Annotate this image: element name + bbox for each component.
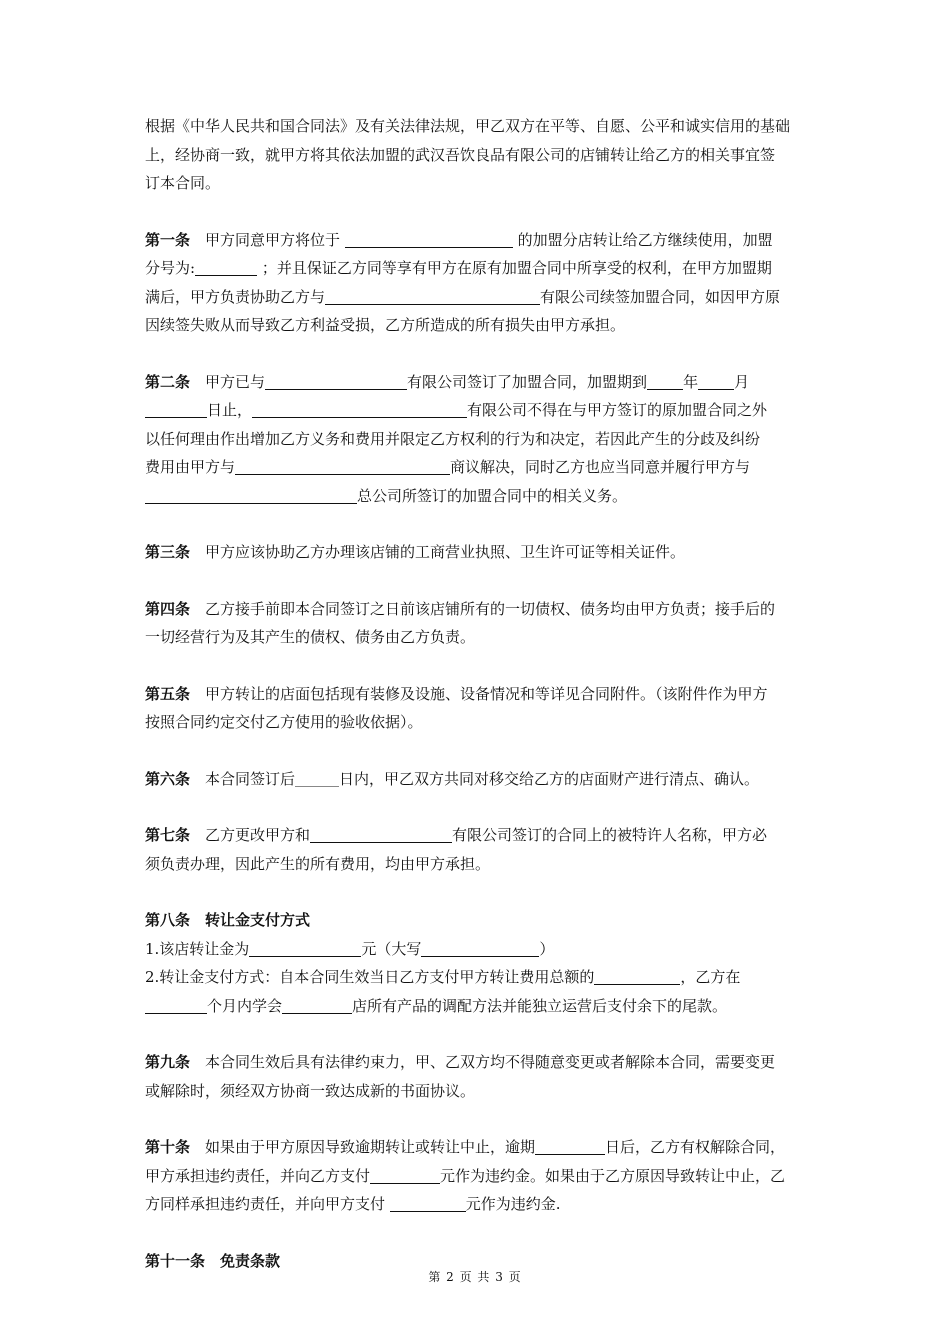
blank-field[interactable] — [145, 995, 207, 1014]
article-2 — [145, 368, 810, 511]
article-6-text: 日内，甲乙双方共同对移交给乙方的店面财产进行清点、确认。 — [339, 769, 760, 788]
preamble-line-2: 上，经协商一致，就甲方将其依法加盟的武汉吾饮良品有限公司的店铺转让给乙方的相关事宜签 — [145, 145, 776, 164]
article-7-heading: 第七条 — [145, 826, 191, 844]
blank-field[interactable] — [594, 966, 680, 985]
article-5-heading: 第五条 — [145, 684, 191, 703]
blank-field[interactable] — [235, 456, 450, 475]
blank-field[interactable] — [295, 768, 339, 787]
article-8-text: 店所有产品的调配方法并能独立运营后支付余下的尾款。 — [352, 996, 728, 1015]
blank-field[interactable] — [698, 371, 734, 390]
article-8-text: 2.转让金支付方式：自本合同生效当日乙方支付甲方转让费用总额的 — [145, 968, 595, 986]
blank-field[interactable] — [265, 371, 407, 390]
blank-field[interactable] — [195, 257, 257, 276]
article-2-text: 日止， — [207, 401, 253, 419]
blank-field[interactable] — [310, 824, 452, 843]
blank-field[interactable] — [370, 1165, 440, 1184]
article-5-text: 甲方转让的店面包括现有装修及设施、设备情况和等详见合同附件。（该附件作为甲方 — [205, 684, 768, 703]
article-2-text: 甲方已与 — [205, 372, 266, 391]
blank-field[interactable] — [145, 485, 357, 504]
article-10-text: 甲方承担违约责任，并向乙方支付 — [145, 1166, 371, 1185]
article-8-text: 个月内学会 — [207, 996, 283, 1015]
blank-field[interactable] — [647, 371, 683, 390]
article-1-heading: 第一条 — [145, 230, 191, 249]
article-8-text: ，乙方在 — [680, 968, 741, 986]
article-10-heading: 第十条 — [145, 1138, 191, 1156]
blank-field[interactable] — [535, 1136, 605, 1155]
article-5-text: 按照合同约定交付乙方使用的验收依据）。 — [145, 713, 423, 731]
article-8-text: 元（大写 — [361, 939, 422, 958]
article-10-text: 方同样承担违约责任，并向甲方支付 — [145, 1195, 386, 1213]
article-3-heading: 第三条 — [145, 543, 191, 561]
blank-field[interactable] — [345, 229, 513, 248]
article-10-text: 日后，乙方有权解除合同， — [605, 1138, 786, 1156]
article-10-text: 元作为违约金。如果由于乙方原因导致转让中止，乙 — [440, 1166, 786, 1185]
article-11-heading: 第十一条 免责条款 — [145, 1251, 281, 1270]
article-2-text: 月 — [734, 372, 750, 391]
article-1-text: 满后，甲方负责协助乙方与 — [145, 287, 326, 306]
article-2-text: 商议解决，同时乙方也应当同意并履行甲方与 — [450, 458, 751, 476]
article-10-text: 元作为违约金. — [465, 1195, 561, 1213]
article-1-text: 有限公司续签加盟合同，如因甲方原 — [540, 287, 781, 306]
article-7-text: 须负责办理，因此产生的所有费用，均由甲方承担。 — [145, 854, 491, 873]
article-4-text: 乙方接手前即本合同签订之日前该店铺所有的一切债权、债务均由甲方负责；接手后的 — [205, 599, 776, 618]
article-9 — [145, 1048, 810, 1105]
article-6-text: 本合同签订后 — [205, 769, 296, 788]
article-4 — [145, 595, 810, 652]
article-1-text: 甲方同意甲方将位于 — [205, 230, 341, 249]
preamble — [145, 112, 810, 198]
article-5 — [145, 680, 810, 737]
article-9-text: 或解除时，须经双方协商一致达成新的书面协议。 — [145, 1081, 476, 1100]
article-10-text: 如果由于甲方原因导致逾期转让或转让中止，逾期 — [205, 1138, 536, 1156]
article-8 — [145, 906, 810, 1020]
article-8-text: ） — [539, 939, 555, 958]
blank-field[interactable] — [282, 995, 352, 1014]
article-6 — [145, 765, 810, 794]
article-9-text: 本合同生效后具有法律约束力，甲、乙双方均不得随意变更或者解除本合同，需要变更 — [205, 1053, 776, 1071]
article-1 — [145, 226, 810, 340]
article-7-text: 乙方更改甲方和 — [205, 826, 311, 844]
document-body — [145, 112, 810, 1275]
blank-field[interactable] — [249, 938, 361, 957]
article-2-text: 年 — [683, 372, 699, 391]
article-2-text: 以任何理由作出增加乙方义务和费用并限定乙方权利的行为和决定，若因此产生的分歧及纠纷 — [145, 429, 761, 448]
article-2-text: 有限公司签订了加盟合同，加盟期到 — [407, 372, 648, 391]
article-8-text: 1.该店转让金为 — [145, 939, 250, 958]
blank-field[interactable] — [325, 286, 540, 305]
article-7-text: 有限公司签订的合同上的被特许人名称，甲方必 — [452, 826, 768, 844]
article-10 — [145, 1133, 810, 1219]
article-3 — [145, 538, 810, 567]
article-1-text: 分号为: — [145, 259, 196, 277]
article-3-text: 甲方应该协助乙方办理该店铺的工商营业执照、卫生许可证等相关证件。 — [205, 543, 686, 561]
article-1-text: ；并且保证乙方同等享有甲方在原有加盟合同中所享受的权利，在甲方加盟期 — [261, 259, 772, 277]
blank-field[interactable] — [145, 399, 207, 418]
page-number: 第 2 页 共 3 页 — [428, 1270, 522, 1284]
article-1-text: 的加盟分店转让给乙方继续使用，加盟 — [517, 230, 773, 249]
article-2-text: 总公司所签订的加盟合同中的相关义务。 — [357, 486, 628, 505]
preamble-line-1: 根据《中华人民共和国合同法》及有关法律法规，甲乙双方在平等、自愿、公平和诚实信用的基础 — [145, 117, 791, 135]
article-1-text: 因续签失败从而导致乙方利益受损，乙方所造成的所有损失由甲方承担。 — [145, 316, 626, 334]
article-7 — [145, 821, 810, 878]
preamble-line-3: 订本合同。 — [145, 174, 221, 192]
article-2-heading: 第二条 — [145, 372, 191, 391]
blank-field[interactable] — [421, 938, 539, 957]
article-8-heading: 第八条 转让金支付方式 — [145, 911, 311, 929]
article-2-text: 有限公司不得在与甲方签订的原加盟合同之外 — [467, 401, 768, 419]
blank-field[interactable] — [390, 1193, 466, 1212]
article-6-heading: 第六条 — [145, 769, 191, 788]
article-9-heading: 第九条 — [145, 1053, 191, 1071]
article-4-text: 一切经营行为及其产生的债权、债务由乙方负责。 — [145, 628, 476, 646]
blank-field[interactable] — [252, 399, 467, 418]
article-2-text: 费用由甲方与 — [145, 458, 236, 476]
article-4-heading: 第四条 — [145, 599, 191, 618]
